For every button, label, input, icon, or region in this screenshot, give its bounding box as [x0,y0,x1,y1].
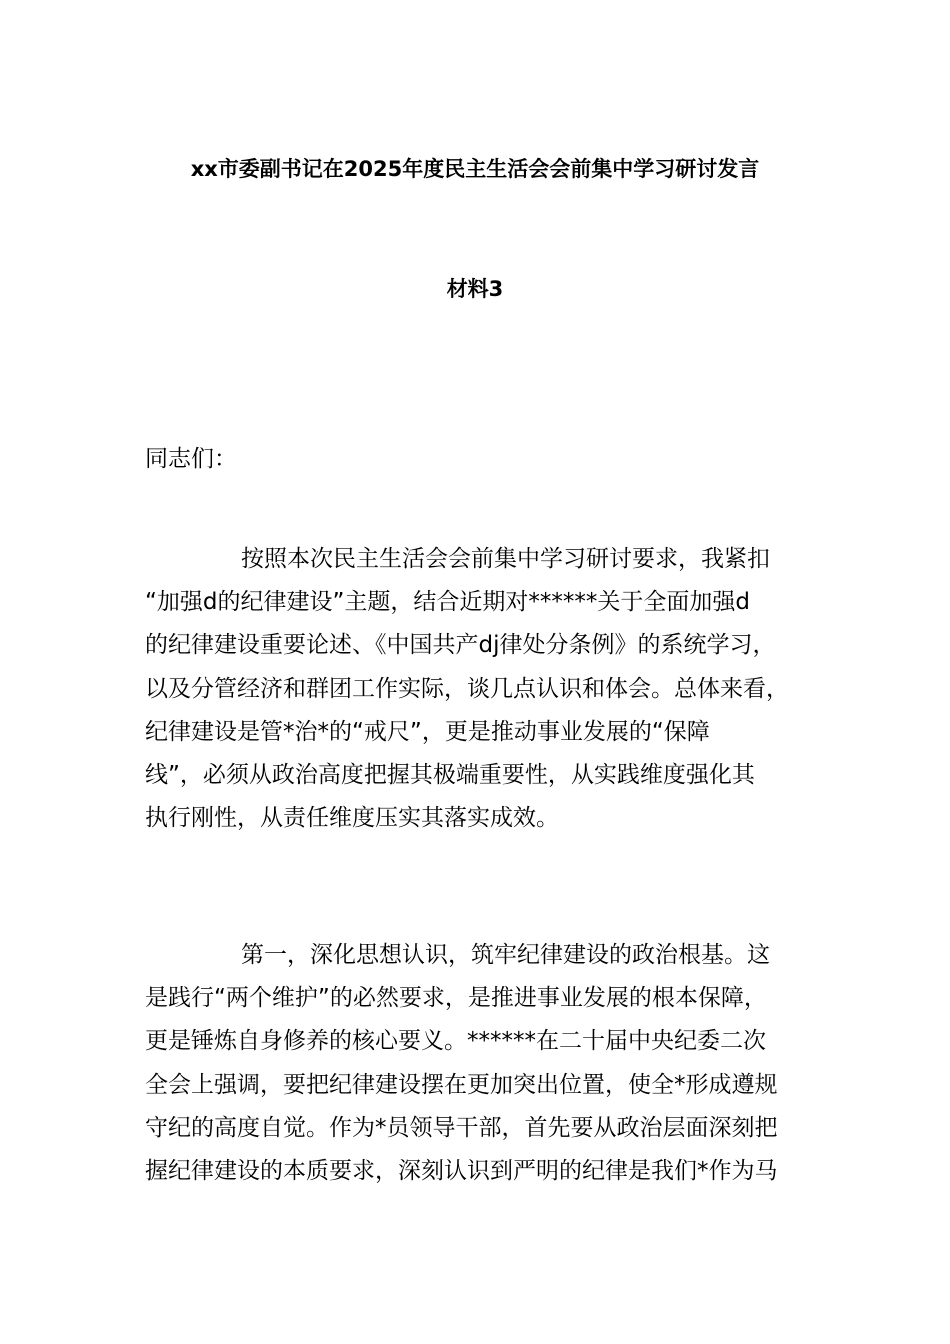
paragraph-1-line: 的纪律建设重要论述、《中国共产dj律处分条例》的系统学习， [145,632,776,659]
paragraph-2-line: 握纪律建设的本质要求，深刻认识到严明的纪律是我们*作为马 [145,1157,778,1184]
paragraph-2-line: 第一，深化思想认识，筑牢纪律建设的政治根基。这 [241,942,770,968]
document-title-line-2: 材料3 [446,277,504,301]
paragraph-1-line: 执行刚性，从责任维度压实其落实成效。 [145,805,559,832]
paragraph-1-line: 以及分管经济和群团工作实际，谈几点认识和体会。总体来看， [145,675,789,702]
paragraph-2-line: 是践行“两个维护”的必然要求，是推进事业发展的根本保障， [145,985,767,1012]
paragraph-1-line: 纪律建设是管*治*的“戒尺”，更是推动事业发展的“保障 [145,718,710,745]
paragraph-1 [145,538,825,840]
paragraph-2-line: 更是锤炼自身修养的核心要义。******在二十届中央纪委二次 [145,1028,766,1055]
paragraph-1-line: 按照本次民主生活会会前集中学习研讨要求，我紧扣 [241,546,770,572]
paragraph-1-line: 线”，必须从政治高度把握其极端重要性，从实践维度强化其 [145,761,755,788]
paragraph-1-line: “加强d的纪律建设”主题，结合近期对******关于全面加强d [145,589,751,616]
paragraph-2-line: 守纪的高度自觉。作为*员领导干部，首先要从政治层面深刻把 [145,1114,778,1141]
salutation: 同志们： [145,446,237,472]
document-title-line-1: xx市委副书记在2025年度民主生活会会前集中学习研讨发言 [190,157,760,181]
paragraph-2-line: 全会上强调，要把纪律建设摆在更加突出位置，使全*形成遵规 [145,1071,778,1098]
paragraph-2 [145,934,825,1193]
